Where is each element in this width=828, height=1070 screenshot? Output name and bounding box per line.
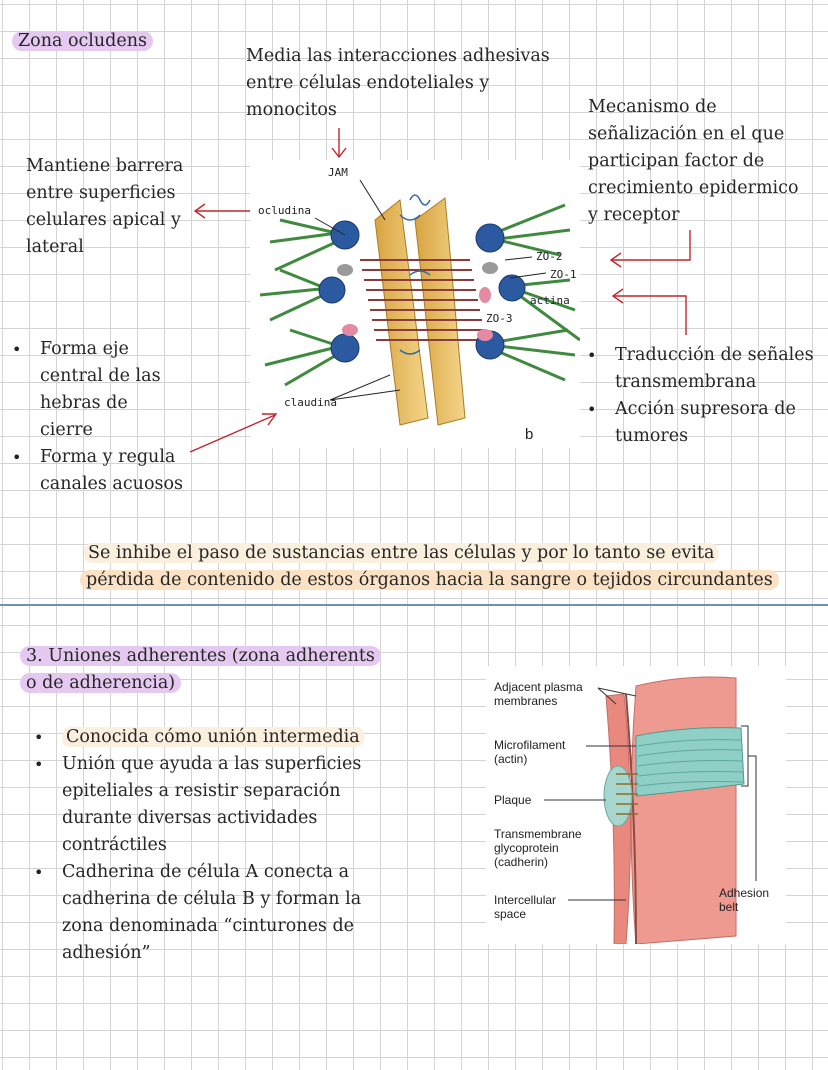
top-note: Media las interacciones adhesivas entre células endoteliales y monocitos	[246, 46, 550, 120]
left-bullet-2: • Forma y regula canales acuosos	[40, 444, 183, 498]
summary-text: Se inhibe el paso de sustancias entre las células y por lo tanto se evita pérdida de contenido de estos órganos hacia la sangre o tejidos circundantes	[80, 540, 820, 594]
section-title-zona-ocludens: Zona ocludens	[12, 28, 153, 55]
s2-bullet-3: • Cadherina de célula A conecta a cadherina de célula B y forman la zona denominada “cinturones de adhesión”	[62, 859, 364, 967]
label-claudina: claudina	[284, 396, 337, 409]
label-zo1: ZO-1	[550, 268, 577, 281]
label-microfilament: Microfilament (actin)	[494, 738, 566, 766]
adhesion-belt-figure	[486, 666, 786, 944]
label-plaque: Plaque	[494, 793, 532, 807]
label-transmembrane: Transmembrane glycoprotein (cadherin)	[494, 827, 582, 869]
label-zo3: ZO-3	[486, 312, 513, 325]
label-adjacent: Adjacent plasma membranes	[494, 680, 583, 708]
left-bullet-1: • Forma eje central de las hebras de cierre	[40, 336, 183, 444]
label-zo2: ZO-2	[536, 250, 563, 263]
section-title-uniones-adherentes: 3. Uniones adherentes (zona adherents o de adherencia)	[20, 643, 381, 697]
label-panel-b: b	[525, 426, 534, 443]
plaque	[604, 766, 632, 826]
right-bullet-2: • Acción supresora de tumores	[615, 396, 814, 450]
microfilament-band	[636, 728, 744, 796]
left-note: Mantiene barrera entre superficies celulares apical y lateral	[26, 156, 184, 257]
label-intercellular: Intercellular space	[494, 893, 557, 921]
s2-bullet-2: • Unión que ayuda a las superficies epiteliales a resistir separación durante diversas actividades contráctiles	[62, 751, 364, 859]
arrow-zo1	[612, 230, 690, 260]
label-ocludina: ocludina	[258, 204, 311, 217]
section2-bullets	[62, 724, 364, 967]
s2-bullet-1: • Conocida cómo unión intermedia	[62, 724, 364, 751]
label-jam: JAM	[328, 166, 348, 179]
right-note: Mecanismo de señalización en el que participan factor de crecimiento epidermico y receptor	[588, 97, 799, 225]
label-actina: actina	[530, 294, 570, 307]
section-divider	[0, 604, 828, 606]
arrow-actina	[614, 296, 686, 335]
label-adhesion-belt: Adhesion belt	[719, 886, 770, 914]
arrow-claudina	[190, 415, 275, 452]
right-bullet-1: • Traducción de señales transmembrana	[615, 342, 814, 396]
